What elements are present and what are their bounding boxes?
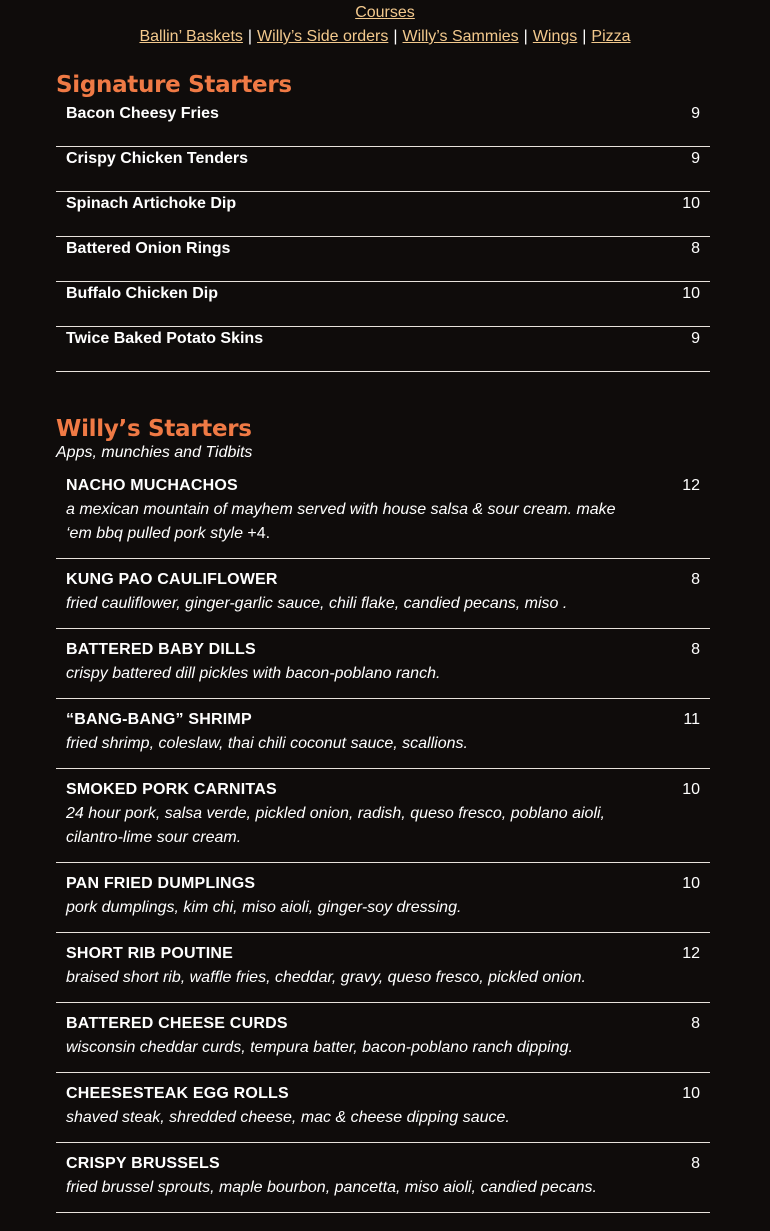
item-price: 12 [682, 945, 700, 962]
item-description: shaved steak, shredded cheese, mac & cheese dipping sauce. [66, 1109, 510, 1126]
item-description: crispy battered dill pickles with bacon-poblano ranch. [66, 665, 441, 682]
menu-item [56, 465, 710, 559]
item-name: Crispy Chicken Tenders [66, 150, 248, 167]
item-name: BATTERED BABY DILLS [66, 641, 256, 658]
willys-starters-section [56, 415, 710, 1213]
item-price: 12 [682, 477, 700, 494]
item-name: KUNG PAO CAULIFLOWER [66, 571, 278, 588]
item-price: 8 [691, 641, 700, 658]
item-price: 10 [682, 1085, 700, 1102]
nav-link-ballin-baskets[interactable]: Ballin’ Baskets [139, 28, 243, 45]
nav-link-side-orders[interactable]: Willy’s Side orders [257, 28, 389, 45]
item-name: PAN FRIED DUMPLINGS [66, 875, 256, 892]
menu-item [56, 1143, 710, 1213]
nav-link-pizza[interactable]: Pizza [591, 28, 631, 45]
nav-separator: | [247, 28, 253, 45]
item-name: Twice Baked Potato Skins [66, 330, 264, 347]
item-description-text: a mexican mountain of mayhem served with house salsa & sour cream. make ‘em bbq pulled pork style [66, 501, 616, 542]
item-name: BATTERED CHEESE CURDS [66, 1015, 288, 1032]
item-addon: +4. [242, 525, 271, 542]
menu-item [56, 559, 710, 629]
menu-item [56, 237, 710, 282]
item-price: 10 [682, 195, 700, 212]
item-price: 9 [691, 150, 700, 167]
nav-link-sammies[interactable]: Willy’s Sammies [402, 28, 519, 45]
item-name: NACHO MUCHACHOS [66, 477, 238, 494]
item-price: 8 [691, 1155, 700, 1172]
item-description: fried shrimp, coleslaw, thai chili coconut sauce, scallions. [66, 735, 468, 752]
item-name: “BANG-BANG” SHRIMP [66, 711, 252, 728]
item-price: 11 [683, 711, 700, 728]
item-description: pork dumplings, kim chi, miso aioli, ginger-soy dressing. [66, 899, 462, 916]
nav-separator: | [393, 28, 398, 45]
item-price: 8 [691, 240, 700, 257]
nav-link-wings[interactable]: Wings [532, 28, 578, 45]
item-description: fried brussel sprouts, maple bourbon, pancetta, miso aioli, candied pecans. [66, 1179, 597, 1196]
item-price: 10 [682, 285, 700, 302]
section-title: Signature Starters [56, 72, 292, 98]
menu-item [56, 699, 710, 769]
menu-item [56, 769, 710, 863]
item-name: SMOKED PORK CARNITAS [66, 781, 277, 798]
menu-item [56, 1073, 710, 1143]
nav-separator: | [582, 28, 587, 45]
menu-item [56, 629, 710, 699]
item-price: 8 [691, 571, 700, 588]
item-name: Battered Onion Rings [66, 240, 231, 257]
item-price: 8 [691, 1015, 700, 1032]
menu-item [56, 282, 710, 327]
item-price: 9 [691, 105, 700, 122]
item-name: SHORT RIB POUTINE [66, 945, 233, 962]
item-price: 10 [682, 875, 700, 892]
menu-item [56, 147, 710, 192]
menu-item [56, 1003, 710, 1073]
item-description [66, 498, 626, 546]
nav-separator: | [523, 28, 528, 45]
signature-starters-section [56, 71, 710, 372]
item-name: Spinach Artichoke Dip [66, 195, 237, 212]
item-name: CRISPY BRUSSELS [66, 1155, 220, 1172]
section-subtitle: Apps, munchies and Tidbits [56, 444, 253, 461]
item-name: CHEESESTEAK EGG ROLLS [66, 1085, 289, 1102]
item-description: 24 hour pork, salsa verde, pickled onion, radish, queso fresco, poblano aioli, cilantro-lime sour cream. [66, 805, 605, 846]
item-description: fried cauliflower, ginger-garlic sauce, chili flake, candied pecans, miso . [66, 595, 568, 612]
item-description: braised short rib, waffle fries, cheddar, gravy, queso fresco, pickled onion. [66, 969, 586, 986]
item-name: Buffalo Chicken Dip [66, 285, 219, 302]
menu-item [56, 933, 710, 1003]
item-description: wisconsin cheddar curds, tempura batter, bacon-poblano ranch dipping. [66, 1039, 573, 1056]
menu-item [56, 102, 710, 147]
menu-item [56, 863, 710, 933]
nav-link-courses[interactable]: Courses [355, 4, 415, 21]
menu-item [56, 327, 710, 372]
item-name: Bacon Cheesy Fries [66, 105, 219, 122]
menu-item [56, 192, 710, 237]
section-title: Willy’s Starters [56, 416, 252, 442]
item-price: 10 [682, 781, 700, 798]
item-price: 9 [691, 330, 700, 347]
